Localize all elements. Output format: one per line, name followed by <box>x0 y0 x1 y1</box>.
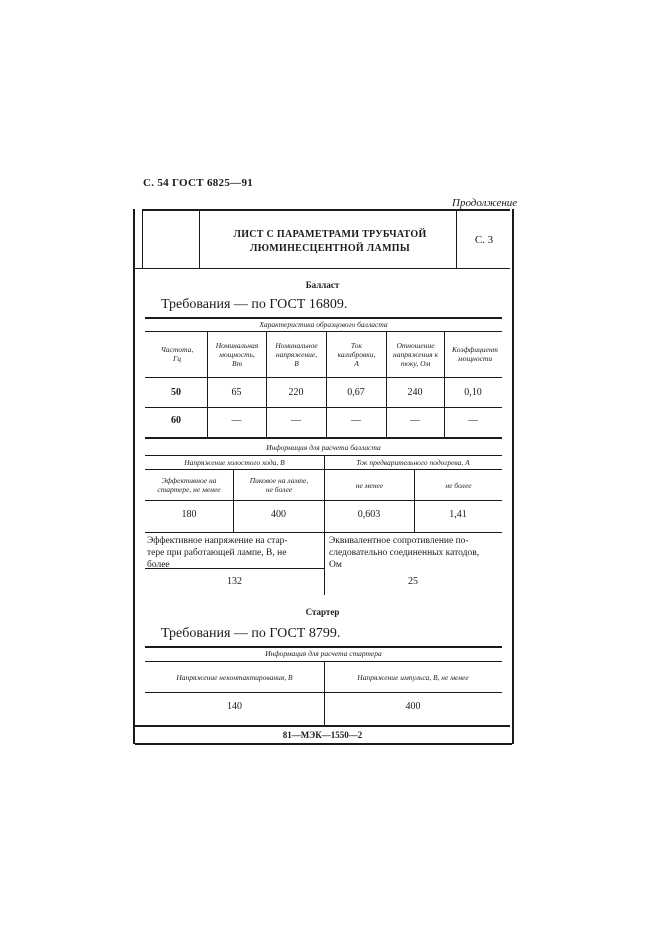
row1-rule <box>145 407 502 408</box>
starter-header-rule <box>145 692 502 693</box>
col-header-frequency-line2: Гц <box>172 354 182 363</box>
equivalent-resistance-line3: Ом <box>329 560 342 570</box>
sub-header-effective-line1: Эффективное на <box>161 476 217 485</box>
title-left-divider <box>142 209 143 268</box>
footer-code: 81—МЭК—1550—2 <box>282 730 363 740</box>
sheet-title <box>206 228 454 256</box>
value-preheat-max: 1,41 <box>449 509 467 520</box>
value-non-contact-voltage: 140 <box>227 701 242 712</box>
sub-header-effective <box>145 476 233 494</box>
row1-voltage: 220 <box>288 387 304 398</box>
row2-power-factor: — <box>468 415 478 426</box>
characteristics-heading: Характеристика образцового балласта <box>259 320 388 329</box>
title-bottom-rule <box>135 268 510 269</box>
ballast-calc-heading: Информация для расчета балласта <box>266 443 381 452</box>
row2-current: — <box>351 415 361 426</box>
preheat-current-label: Ток предварительного подогрева, А <box>356 458 470 467</box>
starter-requirements-rule <box>145 646 502 648</box>
col-header-power-line1: Номинальная <box>215 341 259 350</box>
characteristics-bottom-rule <box>145 437 502 439</box>
effective-voltage-line2: тере при работающей лампе, В, не <box>147 548 287 558</box>
title-divider-left <box>199 209 200 268</box>
value-peak-voltage: 400 <box>271 509 286 520</box>
col-header-current-line3: А <box>354 359 359 368</box>
col-header-power-line2: мощность, <box>219 350 255 359</box>
col-header-ratio <box>387 341 444 368</box>
row2-ratio: — <box>410 415 420 426</box>
sub-header-effective-line2: стартере, не менее <box>157 485 221 494</box>
ballast-calc-center-divider <box>324 455 325 595</box>
row1-ratio: 240 <box>407 387 423 398</box>
col-header-ratio-line1: Отношение <box>396 341 435 350</box>
header-row-rule <box>145 377 502 378</box>
sheet-title-line1: ЛИСТ С ПАРАМЕТРАМИ ТРУБЧАТОЙ <box>233 229 427 240</box>
effective-voltage-rule <box>145 568 324 569</box>
effective-voltage-description <box>147 535 317 571</box>
starter-heading: Стартер <box>305 607 340 617</box>
equivalent-resistance-line1: Эквивалентное сопротивление по- <box>329 536 469 546</box>
sub-header-peak <box>234 476 324 494</box>
starter-center-divider <box>324 661 325 725</box>
col-header-frequency-line1: Частота, <box>160 345 194 354</box>
value-equivalent-resistance: 25 <box>408 576 418 587</box>
col-header-current-line1: Ток <box>350 341 363 350</box>
pulse-voltage-label: Напряжение импульса, В, не менее <box>357 673 469 682</box>
starter-requirements: Требования — по ГОСТ 8799. <box>161 626 341 641</box>
sub-header-peak-line2: не более <box>265 485 293 494</box>
effective-voltage-line1: Эффективное напряжение на стар- <box>147 536 288 546</box>
frame-bottom-rule <box>135 743 512 745</box>
value-pulse-voltage: 400 <box>405 701 421 712</box>
sub-header-max: не более <box>445 481 472 490</box>
col-header-voltage <box>267 341 326 368</box>
value-effective-voltage: 180 <box>181 509 197 520</box>
row1-power-factor: 0,10 <box>464 387 482 398</box>
col-header-current-line2: калибровки, <box>337 350 376 359</box>
col-header-power-line3: Вт <box>231 359 243 368</box>
row2-frequency: 60 <box>171 415 181 426</box>
col-header-frequency <box>148 345 206 363</box>
col-header-voltage-line3: В <box>294 359 299 368</box>
col-header-power-factor-line2: мощности <box>457 354 493 363</box>
sub-values-rule <box>145 532 502 533</box>
value-effective-on-lamp: 132 <box>227 576 242 587</box>
continuation-label: Продолжение <box>452 197 518 209</box>
effective-voltage-line3: более <box>147 560 170 570</box>
sub-header-min: не менее <box>355 481 384 490</box>
non-contact-voltage-label: Напряжение неконтактирования, В <box>176 673 293 682</box>
equivalent-resistance-description <box>329 535 501 571</box>
characteristics-rule <box>145 331 502 332</box>
row2-voltage: — <box>291 415 301 426</box>
col-header-voltage-line1: Номинальное <box>275 341 318 350</box>
row1-power: 65 <box>231 387 242 398</box>
sheet-title-line2: ЛЮМИНЕСЦЕНТНОЙ ЛАМПЫ <box>249 243 411 254</box>
ballast-requirements: Требования — по ГОСТ 16809. <box>161 297 348 312</box>
col-header-power-factor-line1: Коэффициент <box>452 345 498 354</box>
row1-frequency: 50 <box>171 387 181 398</box>
col-header-voltage-line2: напряжение, <box>275 350 318 359</box>
page-reference: С. 54 ГОСТ 6825—91 <box>143 177 254 189</box>
col-header-current <box>327 341 386 368</box>
sub-header-rule <box>145 500 502 501</box>
starter-calc-heading: Информация для расчета стартера <box>265 649 382 658</box>
ballast-heading: Балласт <box>305 280 340 290</box>
col-header-power-factor <box>445 345 505 363</box>
value-preheat-min: 0,603 <box>357 509 381 520</box>
open-circuit-voltage-label: Напряжение холостого хода, В <box>184 458 285 467</box>
row2-power: — <box>231 415 242 426</box>
sub-header-peak-line1: Пиковое на лампе, <box>249 476 309 485</box>
col-header-ratio-line3: току, Ом <box>400 359 431 368</box>
title-divider-right <box>456 209 457 268</box>
ballast-subheader-rule <box>145 469 502 470</box>
col-header-power <box>208 341 266 368</box>
starter-bottom-rule <box>135 725 510 727</box>
equivalent-resistance-line2: следовательно соединенных катодов, <box>329 548 480 558</box>
row1-current: 0,67 <box>347 387 365 398</box>
col-header-ratio-line2: напряжения к <box>393 350 438 359</box>
ballast-requirements-rule <box>145 317 502 319</box>
sheet-number: С. 3 <box>474 234 494 246</box>
title-top-rule <box>142 209 510 211</box>
